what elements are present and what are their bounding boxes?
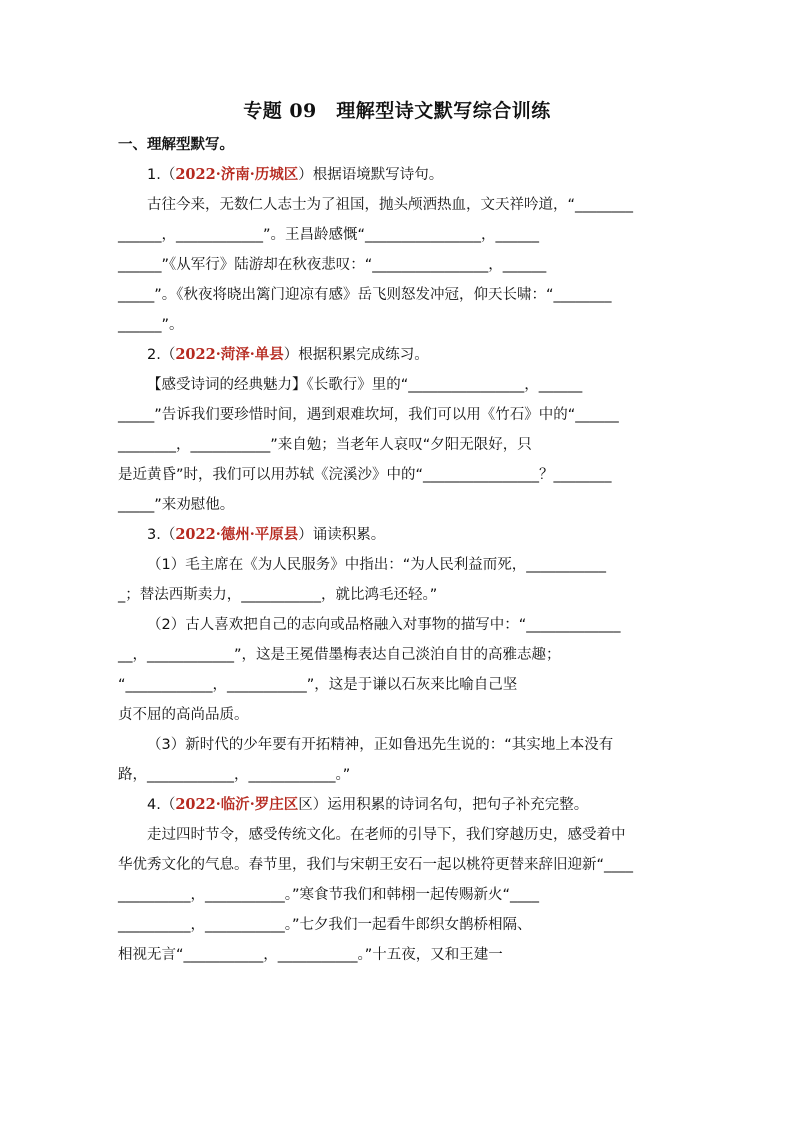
question-2-prompt: ）根据积累完成练习。: [283, 347, 429, 363]
page-title: 专题 09 理解型诗文默写综合训练: [243, 100, 551, 122]
question-4-line: 走过四时节令，感受传统文化。在老师的引导下，我们穿越历史，感受着中: [147, 827, 626, 843]
section-heading: 一、理解型默写。: [118, 137, 234, 153]
question-3-part-1: （1）毛主席在《为人民服务》中指出：“为人民利益而死，___________: [147, 557, 606, 573]
question-4-line: 华优秀文化的气息。春节里，我们与宋朝王安石一起以桃符更替来辞旧迎新“____: [118, 857, 634, 873]
question-2-line: _____”告诉我们要珍惜时间，遇到艰难坎坷，我们可以用《竹石》中的“______: [118, 407, 619, 423]
question-4-line: 相视无言“___________，___________。”十五夜，又和王建一: [118, 947, 503, 963]
question-1-line: ______，____________”。王昌龄感慨“________________，______: [118, 227, 540, 243]
question-3-part-3: 路，____________，____________。”: [118, 767, 351, 783]
question-2-heading: [118, 340, 676, 370]
question-1-line: ______”。: [118, 317, 184, 333]
question-1-source: 2022·济南·历城区: [175, 166, 299, 183]
question-4-source: 2022·临沂·罗庄区: [175, 796, 299, 813]
question-1-line: ______”《从军行》陆游却在秋夜悲叹：“________________，______: [118, 257, 547, 273]
question-3-part-2: 贞不屈的高尚品质。: [118, 707, 249, 723]
question-2-line: 【感受诗词的经典魅力】《长歌行》里的“________________，______: [147, 377, 583, 393]
question-3-part-2: __，____________”，这是王冕借墨梅表达自己淡泊自甘的高雅志趣；: [118, 647, 561, 663]
question-3-part-1: _；替法西斯卖力，___________，就比鸿毛还轻。”: [118, 587, 438, 603]
question-2-line: ________，___________”来自勉；当老年人哀叹“夕阳无限好，只: [118, 437, 532, 453]
question-4-line: __________，___________。”七夕我们一起看牛郎织女鹊桥相隔、: [118, 917, 532, 933]
question-3-part-2: （2）古人喜欢把自己的志向或品格融入对事物的描写中：“_____________: [147, 617, 621, 633]
question-4-heading: [118, 790, 676, 820]
question-3-heading: [118, 520, 676, 550]
question-4-number: 4.（: [147, 797, 176, 813]
question-2-line: 是近黄昏”时，我们可以用苏轼《浣溪沙》中的“________________？________: [118, 467, 612, 483]
question-3-part-3: （3）新时代的少年要有开拓精神，正如鲁迅先生说的：“其实地上本没有: [147, 737, 614, 753]
question-2-source: 2022·菏泽·单县: [175, 346, 284, 363]
question-3-source: 2022·德州·平原县: [175, 526, 299, 543]
question-2-line: _____”来劝慰他。: [118, 497, 235, 513]
question-1-heading: [118, 160, 676, 190]
question-1-prompt: ）根据语境默写诗句。: [298, 167, 444, 183]
question-1-line: _____”。《秋夜将晓出篱门迎凉有感》岳飞则怒发冲冠，仰天长啸：“________: [118, 287, 612, 303]
question-3-part-2: “____________，___________”，这是于谦以石灰来比喻自己坚: [118, 677, 518, 693]
question-4-line: __________，___________。”寒食节我们和韩栩一起传赐新火“____: [118, 887, 540, 903]
question-3-prompt: ）诵读积累。: [298, 527, 386, 543]
question-1-number: 1.（: [147, 167, 176, 183]
question-1-line: 古往今来，无数仁人志士为了祖国，抛头颅洒热血，文天祥吟道，“________: [147, 197, 634, 213]
question-3-number: 3.（: [147, 527, 176, 543]
question-2-number: 2.（: [147, 347, 176, 363]
question-4-prompt: 区）运用积累的诗词名句，把句子补充完整。: [298, 797, 589, 813]
document-page: [118, 96, 676, 970]
